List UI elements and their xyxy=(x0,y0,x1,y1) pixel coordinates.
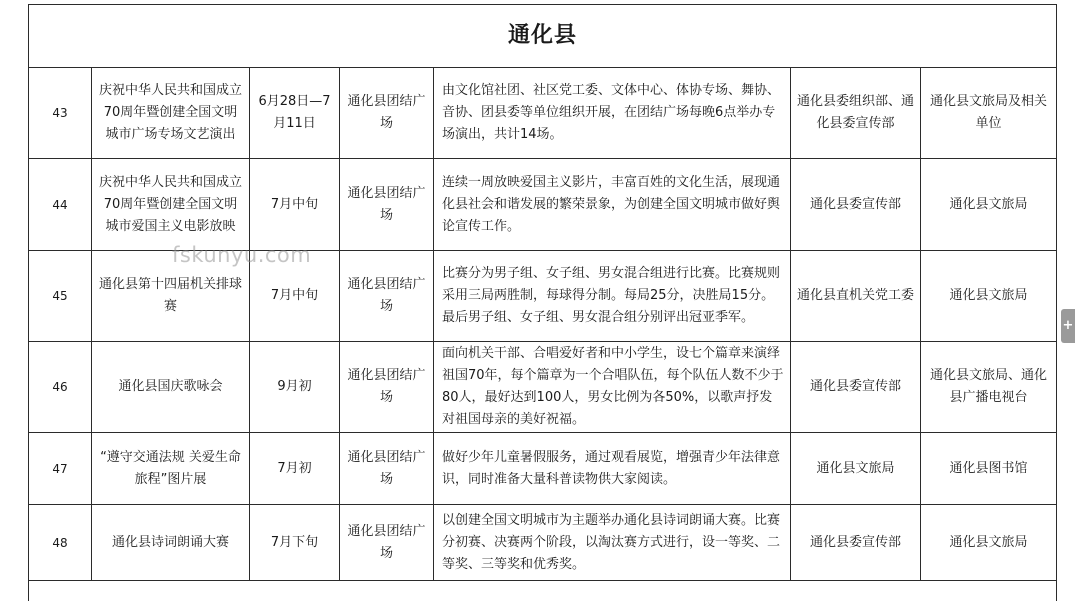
activity-executor: 通化县文旅局、通化县广播电视台 xyxy=(921,342,1057,433)
activity-name: 庆祝中华人民共和国成立70周年暨创建全国文明城市广场专场文艺演出 xyxy=(92,68,250,159)
table-row xyxy=(29,251,1057,342)
row-number: 48 xyxy=(29,505,92,581)
activity-place: 通化县团结广场 xyxy=(340,251,434,342)
row-number: 46 xyxy=(29,342,92,433)
row-number: 44 xyxy=(29,159,92,251)
activity-organizer: 通化县委宣传部 xyxy=(791,505,921,581)
table-row xyxy=(29,433,1057,505)
activity-place: 通化县团结广场 xyxy=(340,505,434,581)
activity-content: 比赛分为男子组、女子组、男女混合组进行比赛。比赛规则采用三局两胜制，每球得分制。每局25分，决胜局15分。最后男子组、女子组、男女混合组分别评出冠亚季军。 xyxy=(434,251,791,342)
activity-place: 通化县团结广场 xyxy=(340,68,434,159)
activity-name: “遵守交通法规 关爱生命旅程”图片展 xyxy=(92,433,250,505)
row-number: 45 xyxy=(29,251,92,342)
row-number: 47 xyxy=(29,433,92,505)
activity-name: 庆祝中华人民共和国成立70周年暨创建全国文明城市爱国主义电影放映 xyxy=(92,159,250,251)
table-row xyxy=(29,342,1057,433)
activity-sheet xyxy=(28,4,1057,601)
activity-content: 做好少年儿童暑假服务，通过观看展览，增强青少年法律意识，同时准备大量科普读物供大家阅读。 xyxy=(434,433,791,505)
activity-name: 通化县诗词朗诵大赛 xyxy=(92,505,250,581)
activity-place: 通化县团结广场 xyxy=(340,159,434,251)
activity-executor: 通化县图书馆 xyxy=(921,433,1057,505)
activity-content: 面向机关干部、合唱爱好者和中小学生，设七个篇章来演绎祖国70年，每个篇章为一个合唱队伍，每个队伍人数不少于80人，最好达到100人，男女比例为各50%，以歌声抒发对祖国母亲的美好祝福。 xyxy=(434,342,791,433)
activity-place: 通化县团结广场 xyxy=(340,342,434,433)
activity-time: 9月初 xyxy=(250,342,340,433)
activity-executor: 通化县文旅局 xyxy=(921,159,1057,251)
activity-executor: 通化县文旅局及相关单位 xyxy=(921,68,1057,159)
activity-organizer: 通化县直机关党工委 xyxy=(791,251,921,342)
table-row xyxy=(29,505,1057,581)
activity-organizer: 通化县委宣传部 xyxy=(791,342,921,433)
next-row-cell xyxy=(29,581,1057,601)
title-row xyxy=(29,5,1057,68)
expand-side-button[interactable]: + xyxy=(1061,309,1075,343)
table-row xyxy=(29,159,1057,251)
activity-table xyxy=(28,4,1057,601)
activity-time: 7月初 xyxy=(250,433,340,505)
activity-executor: 通化县文旅局 xyxy=(921,251,1057,342)
activity-place: 通化县团结广场 xyxy=(340,433,434,505)
row-number: 43 xyxy=(29,68,92,159)
activity-organizer: 通化县文旅局 xyxy=(791,433,921,505)
table-row xyxy=(29,68,1057,159)
county-title: 通化县 xyxy=(29,5,1057,68)
activity-executor: 通化县文旅局 xyxy=(921,505,1057,581)
activity-content: 由文化馆社团、社区党工委、文体中心、体协专场、舞协、音协、团县委等单位组织开展，在团结广场每晚6点举办专场演出，共计14场。 xyxy=(434,68,791,159)
activity-content: 连续一周放映爱国主义影片，丰富百姓的文化生活，展现通化县社会和谐发展的繁荣景象，为创建全国文明城市做好舆论宣传工作。 xyxy=(434,159,791,251)
activity-time: 7月中旬 xyxy=(250,251,340,342)
activity-time: 6月28日—7月11日 xyxy=(250,68,340,159)
activity-name: 通化县第十四届机关排球赛 xyxy=(92,251,250,342)
next-row-partial xyxy=(29,581,1057,601)
watermark: fskunyu.com xyxy=(172,243,311,267)
activity-time: 7月中旬 xyxy=(250,159,340,251)
activity-content: 以创建全国文明城市为主题举办通化县诗词朗诵大赛。比赛分初赛、决赛两个阶段，以淘汰赛方式进行，设一等奖、二等奖、三等奖和优秀奖。 xyxy=(434,505,791,581)
activity-organizer: 通化县委组织部、通化县委宣传部 xyxy=(791,68,921,159)
activity-organizer: 通化县委宣传部 xyxy=(791,159,921,251)
activity-time: 7月下旬 xyxy=(250,505,340,581)
activity-name: 通化县国庆歌咏会 xyxy=(92,342,250,433)
